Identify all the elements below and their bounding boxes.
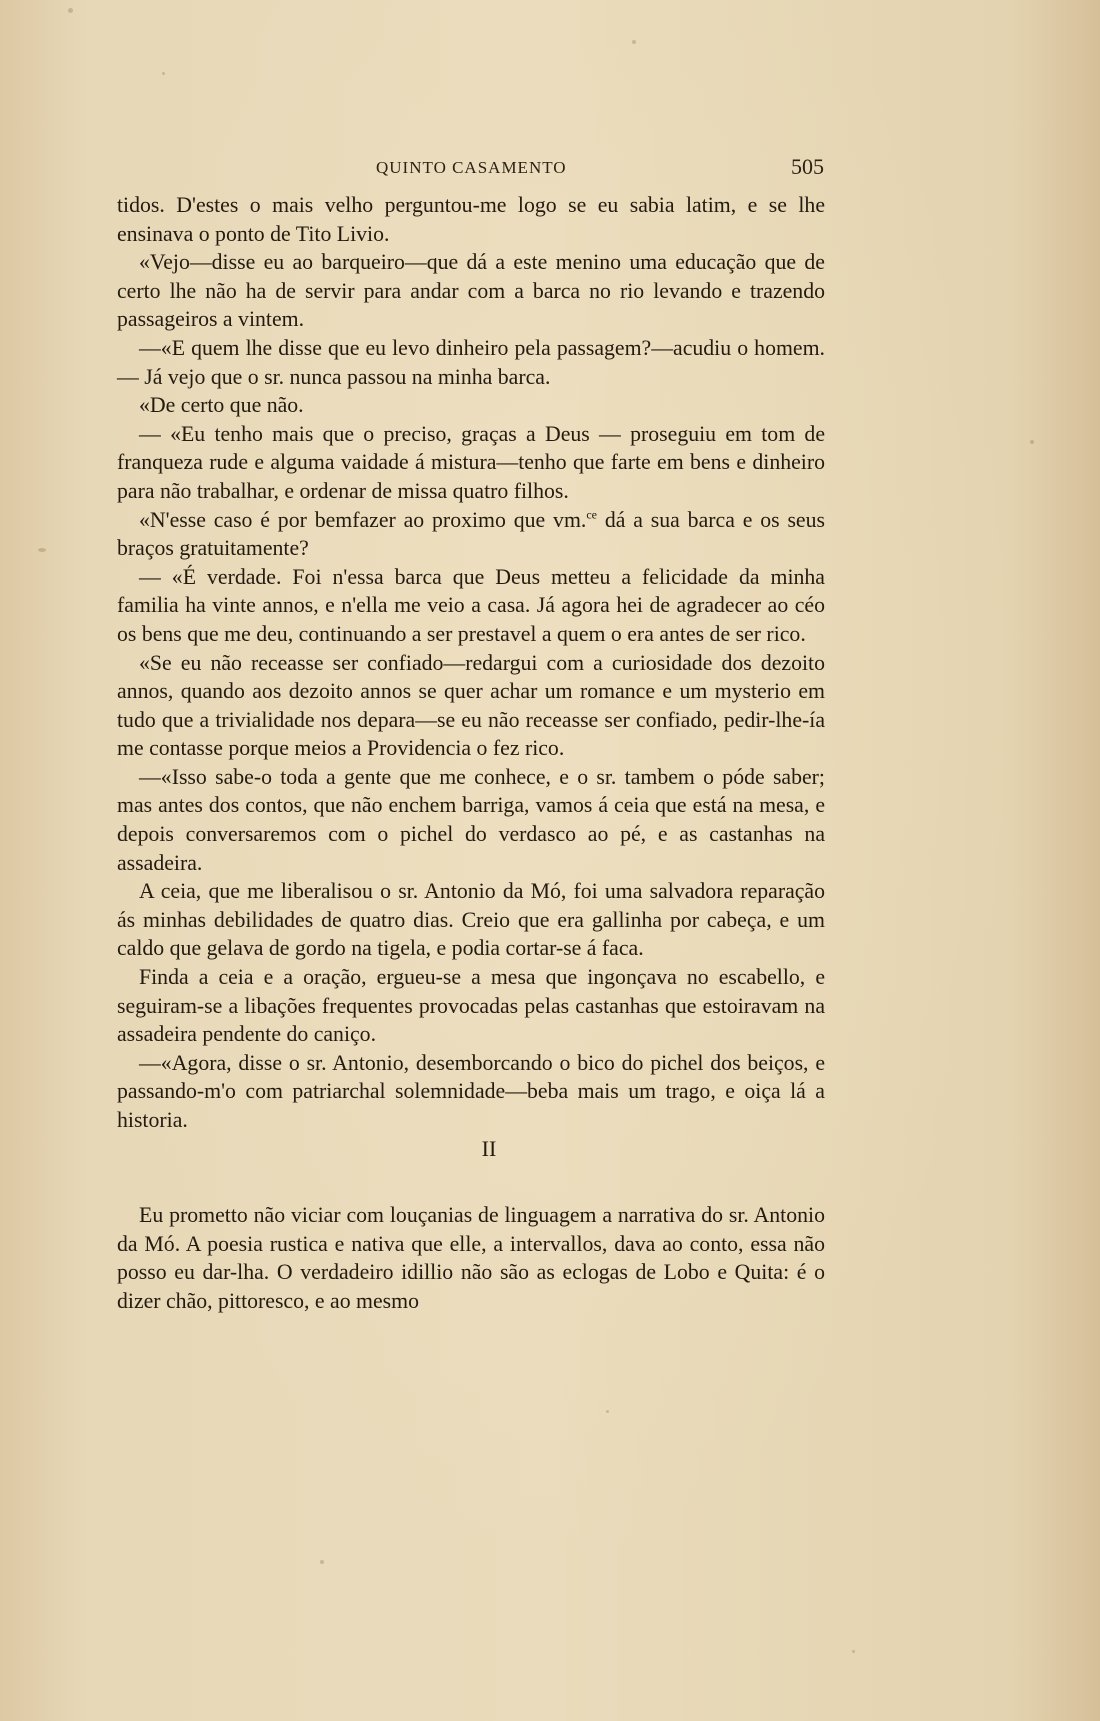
page-number: 505 bbox=[791, 154, 824, 179]
paragraph: —«E quem lhe disse que eu levo dinheiro pela passagem?—acudiu o homem. — Já vejo que o sr. nunca passou na minha barca. bbox=[117, 335, 825, 389]
paragraph: — «É verdade. Foi n'essa barca que Deus metteu a felicidade da minha familia ha vinte annos, e n'ella me veio a casa. Já agora hei de agradecer ao céo os bens que me deu, continuando a ser prestavel a quem o era antes de ser rico. bbox=[117, 564, 825, 646]
paragraph: Finda a ceia e a oração, ergueu-se a mesa que ingonçava no escabello, e seguiram-se a libações frequentes provocadas pelas castanhas que estoiravam na assadeira pendente do caniço. bbox=[117, 965, 825, 1047]
paper-spot bbox=[162, 72, 165, 75]
section-heading: II bbox=[481, 1135, 497, 1161]
paragraph: — «Eu tenho mais que o preciso, graças a Deus — proseguiu em tom de franqueza rude e alguma vaidade á mistura—tenho que farte em bens e dinheiro para não trabalhar, e ordenar de missa quatro filhos. bbox=[117, 421, 825, 503]
superscript-abbrev: ce bbox=[586, 507, 598, 522]
paragraph: —«Agora, disse o sr. Antonio, desemborcando o bico do pichel dos beiços, e passando-m'o com patriarchal solemnidade—beba mais um trago, e oiça lá a historia. bbox=[117, 1050, 825, 1132]
paper-spot bbox=[38, 548, 46, 552]
paragraph-text: «N'esse caso é por bemfazer ao proximo que vm. bbox=[139, 507, 587, 532]
paragraph-text: dá a sua barca e os seus braços gratuitamente? bbox=[117, 507, 825, 561]
running-head: QUINTO CASAMENTO bbox=[376, 158, 567, 177]
paragraph: —«Isso sabe-o toda a gente que me conhece, e o sr. tambem o póde saber; mas antes dos contos, que não enchem barriga, vamos á ceia que está na mesa, e depois conversaremos com o pichel do verdasco ao pé, e as castanhas na assadeira. bbox=[117, 764, 825, 875]
paragraph: «Vejo—disse eu ao barqueiro—que dá a este menino uma educação que de certo lhe não ha de servir para andar com a barca no rio levando e trazendo passageiros a vintem. bbox=[117, 250, 825, 332]
paper-spot bbox=[1030, 440, 1034, 444]
paper-spot bbox=[606, 1410, 609, 1413]
paragraph bbox=[117, 506, 825, 563]
paragraph: A ceia, que me liberalisou o sr. Antonio da Mó, foi uma salvadora reparação ás minhas debilidades de quatro dias. Creio que era gallinha por cabeça, e um caldo que gelava de gordo na tigela, e podia cortar-se á faca. bbox=[117, 879, 825, 961]
paper-spot bbox=[68, 8, 73, 13]
paper-spot bbox=[320, 1560, 324, 1564]
paragraph: tidos. D'estes o mais velho perguntou-me logo se eu sabia latim, e se lhe ensinava o ponto de Tito Livio. bbox=[117, 193, 825, 246]
paragraph: «Se eu não receasse ser confiado—redargui com a curiosidade dos dezoito annos, quando aos dezoito annos se quer achar um romance e um mysterio em tudo que a trivialidade nos depara—se eu não receasse ser confiado, pedir-lhe-ía me contasse porque meios a Providencia o fez rico. bbox=[117, 650, 825, 761]
paragraph: «De certo que não. bbox=[139, 393, 304, 418]
paragraph: Eu prometto não viciar com louçanias de linguagem a narrativa do sr. Antonio da Mó. A poesia rustica e nativa que elle, a intervallos, dava ao conto, essa não posso eu dar-lha. O verdadeiro idillio não são as eclogas de Lobo e Quita: é o dizer chão, pittoresco, e ao mesmo bbox=[117, 1203, 825, 1313]
page-header bbox=[118, 154, 824, 182]
paper-spot bbox=[632, 40, 636, 44]
body-text bbox=[117, 191, 825, 1316]
paper-spot bbox=[852, 1650, 855, 1653]
